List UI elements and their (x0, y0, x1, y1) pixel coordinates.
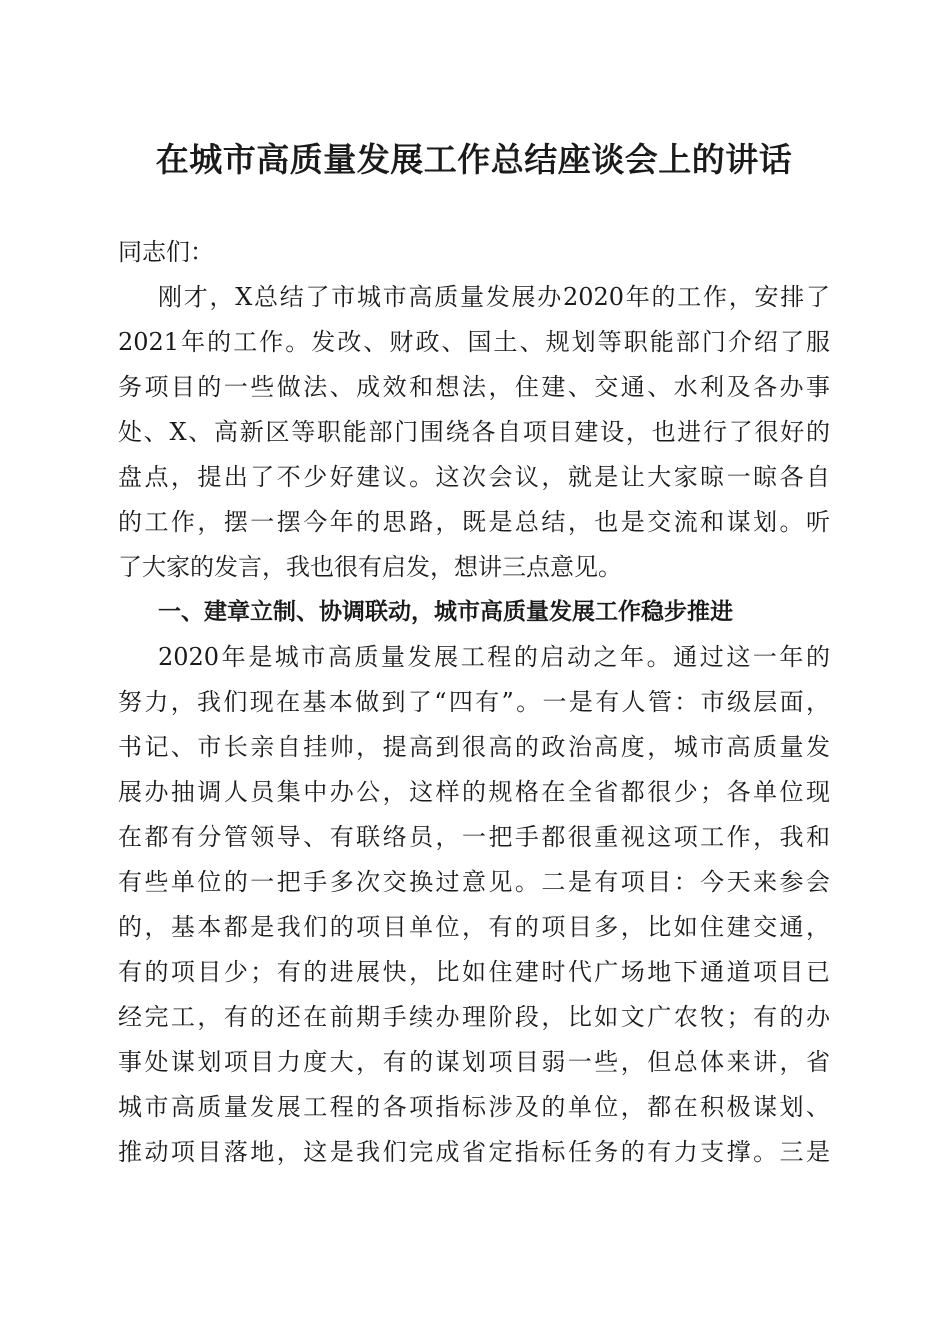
paragraph-line: 务项目的一些做法、成效和想法，住建、交通、水利及各办事 (118, 373, 830, 401)
paragraph-line: 的工作，摆一摆今年的思路，既是总结，也是交流和谋划。听 (118, 508, 830, 536)
document-title: 在城市高质量发展工作总结座谈会上的讲话 (155, 140, 793, 179)
section-heading: 一、建章立制、协调联动，城市高质量发展工作稳步推进 (158, 599, 733, 625)
paragraph-line: 努力，我们现在基本做到了“四有”。一是有人管：市级层面， (118, 688, 830, 716)
paragraph-line: 事处谋划项目力度大，有的谋划项目弱一些，但总体来讲，省 (118, 1048, 830, 1076)
paragraph-line: 城市高质量发展工程的各项指标涉及的单位，都在积极谋划、 (118, 1093, 830, 1121)
paragraph-line: 刚才，X总结了市城市高质量发展办2020年的工作，安排了 (158, 283, 830, 311)
paragraph-line: 有些单位的一把手多次交换过意见。二是有项目：今天来参会 (118, 868, 830, 896)
paragraph-line: 盘点，提出了不少好建议。这次会议，就是让大家晾一晾各自 (118, 463, 830, 491)
paragraph-line: 推动项目落地，这是我们完成省定指标任务的有力支撑。三是 (118, 1138, 830, 1166)
paragraph-line: 展办抽调人员集中办公，这样的规格在全省都很少；各单位现 (118, 778, 830, 806)
paragraph-line: 在都有分管领导、有联络员，一把手都很重视这项工作，我和 (118, 823, 830, 851)
paragraph-line: 2020年是城市高质量发展工程的启动之年。通过这一年的 (158, 643, 830, 671)
salutation: 同志们： (118, 238, 214, 266)
paragraph-line: 经完工，有的还在前期手续办理阶段，比如文广农牧；有的办 (118, 1003, 830, 1031)
paragraph-line: 的，基本都是我们的项目单位，有的项目多，比如住建交通， (118, 913, 830, 941)
paragraph-line: 处、X、高新区等职能部门围绕各自项目建设，也进行了很好的 (118, 418, 830, 446)
paragraph-line: 2021年的工作。发改、财政、国土、规划等职能部门介绍了服 (118, 328, 830, 356)
paragraph-line: 了大家的发言，我也很有启发，想讲三点意见。 (118, 553, 622, 581)
paragraph-line: 书记、市长亲自挂帅，提高到很高的政治高度，城市高质量发 (118, 733, 830, 761)
paragraph-line: 有的项目少；有的进展快，比如住建时代广场地下通道项目已 (118, 958, 830, 986)
